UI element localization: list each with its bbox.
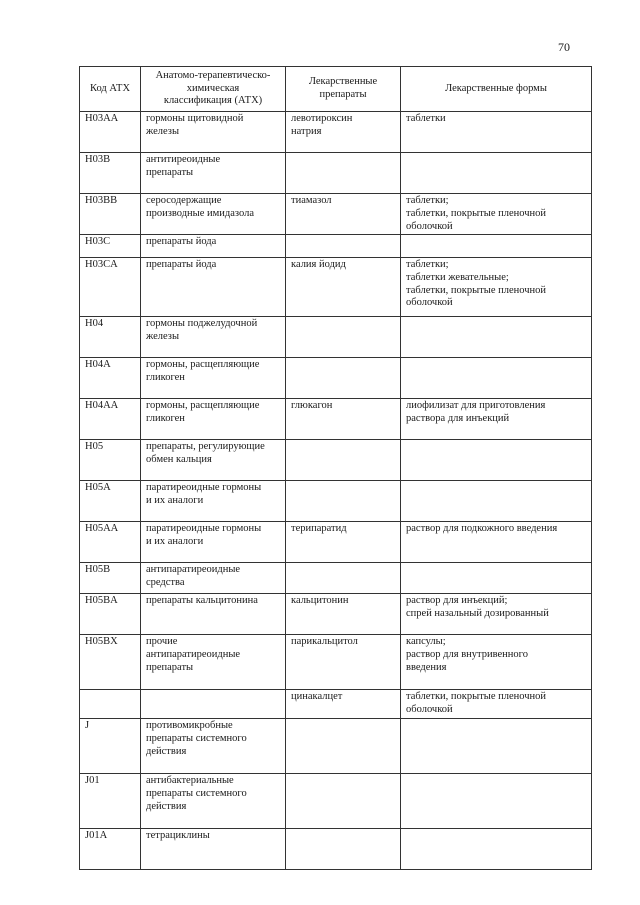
header-atc-classification: Анатомо-терапевтическо- химическая классификация (АТХ) <box>141 67 286 112</box>
atc-code-cell: H05BX <box>80 635 141 690</box>
medicine-cell: левотироксин натрия <box>286 112 401 153</box>
atc-code-cell: H05AA <box>80 522 141 563</box>
medicine-cell: тиамазол <box>286 194 401 235</box>
dosage-form-cell <box>401 153 592 194</box>
table-header-row <box>80 67 592 112</box>
dosage-form-cell: капсулы; раствор для внутривенного введения <box>401 635 592 690</box>
atc-code-cell: H04AA <box>80 399 141 440</box>
atc-code-cell: H03C <box>80 235 141 258</box>
table-body <box>80 112 592 870</box>
atc-code-cell: H03AA <box>80 112 141 153</box>
atc-classification-cell: гормоны, расщепляющие гликоген <box>141 399 286 440</box>
atc-code-cell: H03BB <box>80 194 141 235</box>
atc-code-cell: H05B <box>80 563 141 594</box>
atc-classification-cell <box>141 690 286 719</box>
table-row <box>80 481 592 522</box>
atc-code-cell: H03B <box>80 153 141 194</box>
table-row <box>80 153 592 194</box>
dosage-form-cell <box>401 440 592 481</box>
table-row <box>80 522 592 563</box>
atc-classification-cell: тетрациклины <box>141 829 286 870</box>
medicine-cell: кальцитонин <box>286 594 401 635</box>
table-row <box>80 399 592 440</box>
table-row <box>80 829 592 870</box>
header-medicines: Лекарственные препараты <box>286 67 401 112</box>
atc-code-cell: H04 <box>80 317 141 358</box>
atc-code-cell: J <box>80 719 141 774</box>
atc-classification-cell: препараты, регулирующие обмен кальция <box>141 440 286 481</box>
table-row <box>80 774 592 829</box>
medicine-cell: цинакалцет <box>286 690 401 719</box>
atc-classification-cell: препараты йода <box>141 258 286 317</box>
atc-classification-cell: прочие антипаратиреоидные препараты <box>141 635 286 690</box>
dosage-form-cell <box>401 774 592 829</box>
medicine-cell: парикальцитол <box>286 635 401 690</box>
medicine-cell: глюкагон <box>286 399 401 440</box>
table-row <box>80 690 592 719</box>
atc-code-cell: J01A <box>80 829 141 870</box>
table-row <box>80 235 592 258</box>
medicine-cell: терипаратид <box>286 522 401 563</box>
table-row <box>80 112 592 153</box>
atc-table <box>79 66 592 870</box>
medicine-cell <box>286 358 401 399</box>
table-row <box>80 258 592 317</box>
atc-classification-cell: серосодержащие производные имидазола <box>141 194 286 235</box>
atc-code-cell: H05 <box>80 440 141 481</box>
table-row <box>80 358 592 399</box>
medicine-cell <box>286 563 401 594</box>
atc-classification-cell: гормоны щитовидной железы <box>141 112 286 153</box>
medicine-cell <box>286 440 401 481</box>
header-dosage-forms: Лекарственные формы <box>401 67 592 112</box>
dosage-form-cell <box>401 235 592 258</box>
atc-classification-cell: препараты йода <box>141 235 286 258</box>
dosage-form-cell <box>401 563 592 594</box>
page-number: 70 <box>558 40 570 54</box>
dosage-form-cell: лиофилизат для приготовления раствора для инъекций <box>401 399 592 440</box>
table-row <box>80 440 592 481</box>
atc-classification-cell: антибактериальные препараты системного действия <box>141 774 286 829</box>
table-row <box>80 194 592 235</box>
medicine-cell <box>286 481 401 522</box>
header-atc-code: Код АТХ <box>80 67 141 112</box>
atc-classification-cell: препараты кальцитонина <box>141 594 286 635</box>
atc-code-cell: J01 <box>80 774 141 829</box>
atc-code-cell: H04A <box>80 358 141 399</box>
medicine-cell <box>286 829 401 870</box>
atc-classification-cell: гормоны поджелудочной железы <box>141 317 286 358</box>
dosage-form-cell: раствор для инъекций; спрей назальный дозированный <box>401 594 592 635</box>
atc-code-cell: H03CA <box>80 258 141 317</box>
table-row <box>80 317 592 358</box>
dosage-form-cell: раствор для подкожного введения <box>401 522 592 563</box>
dosage-form-cell: таблетки <box>401 112 592 153</box>
medicine-cell <box>286 317 401 358</box>
table-row <box>80 719 592 774</box>
medicine-cell <box>286 153 401 194</box>
medicine-cell <box>286 719 401 774</box>
atc-code-cell <box>80 690 141 719</box>
atc-classification-cell: паратиреоидные гормоны и их аналоги <box>141 481 286 522</box>
table-row <box>80 635 592 690</box>
atc-code-cell: H05A <box>80 481 141 522</box>
medicine-cell <box>286 774 401 829</box>
atc-classification-cell: антитиреоидные препараты <box>141 153 286 194</box>
medicine-cell <box>286 235 401 258</box>
atc-classification-cell: паратиреоидные гормоны и их аналоги <box>141 522 286 563</box>
table-row <box>80 563 592 594</box>
dosage-form-cell <box>401 829 592 870</box>
dosage-form-cell: таблетки, покрытые пленочной оболочкой <box>401 690 592 719</box>
medicine-cell: калия йодид <box>286 258 401 317</box>
atc-classification-cell: антипаратиреоидные средства <box>141 563 286 594</box>
dosage-form-cell <box>401 719 592 774</box>
atc-classification-cell: гормоны, расщепляющие гликоген <box>141 358 286 399</box>
table-row <box>80 594 592 635</box>
dosage-form-cell <box>401 317 592 358</box>
dosage-form-cell: таблетки; таблетки жевательные; таблетки, покрытые пленочной оболочкой <box>401 258 592 317</box>
atc-classification-cell: противомикробные препараты системного действия <box>141 719 286 774</box>
dosage-form-cell: таблетки; таблетки, покрытые пленочной оболочкой <box>401 194 592 235</box>
dosage-form-cell <box>401 358 592 399</box>
atc-code-cell: H05BA <box>80 594 141 635</box>
dosage-form-cell <box>401 481 592 522</box>
